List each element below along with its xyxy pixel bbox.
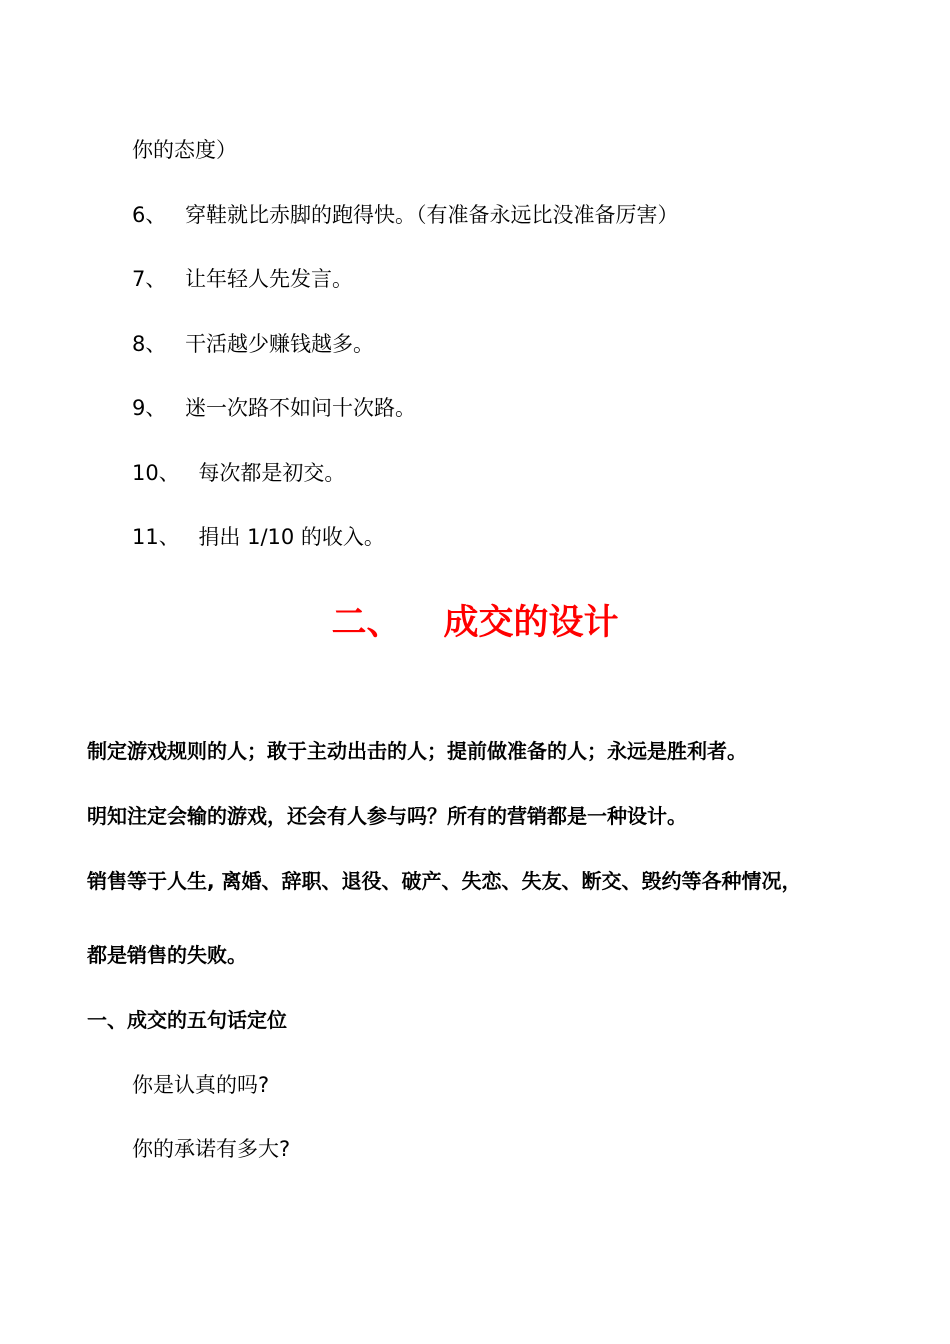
section-heading-title: 成交的设计 bbox=[443, 603, 619, 643]
list-item bbox=[132, 334, 374, 355]
list-item-text: 让年轻人先发言。 bbox=[185, 267, 354, 291]
list-item-text: 捐出 1/10 的收入。 bbox=[198, 525, 385, 549]
question-line: 你是认真的吗? bbox=[132, 1073, 270, 1097]
paragraph: 销售等于人生, 离婚、辞职、退役、破产、失恋、失友、断交、毁约等各种情况， bbox=[87, 869, 802, 893]
list-item-number: 8、 bbox=[132, 332, 167, 356]
list-item bbox=[132, 205, 679, 226]
section-heading-number: 二、 bbox=[331, 603, 402, 643]
list-item bbox=[132, 463, 345, 484]
list-item-text: 每次都是初交。 bbox=[198, 461, 346, 485]
subsection-heading: 一、成交的五句话定位 bbox=[87, 1008, 287, 1032]
paragraph: 都是销售的失败。 bbox=[87, 943, 247, 967]
list-item-number: 7、 bbox=[132, 267, 167, 291]
list-item-text: 穿鞋就比赤脚的跑得快。（有准备永远比没准备厉害） bbox=[185, 203, 679, 227]
question-line: 你的承诺有多大? bbox=[132, 1137, 291, 1161]
list-item-text: 迷一次路不如问十次路。 bbox=[185, 396, 417, 420]
section-heading bbox=[0, 603, 950, 643]
list-item bbox=[132, 398, 416, 419]
list-item-number: 11、 bbox=[132, 525, 180, 549]
list-item bbox=[132, 269, 353, 290]
paragraph: 制定游戏规则的人；敢于主动出击的人；提前做准备的人；永远是胜利者。 bbox=[87, 739, 747, 763]
paragraph: 明知注定会输的游戏，还会有人参与吗？所有的营销都是一种设计。 bbox=[87, 804, 687, 828]
list-item bbox=[132, 527, 385, 548]
list-item-text: 干活越少赚钱越多。 bbox=[185, 332, 375, 356]
list-item-number: 9、 bbox=[132, 396, 167, 420]
list-item-number: 10、 bbox=[132, 461, 180, 485]
list-item-number: 6、 bbox=[132, 203, 167, 227]
continuation-text: 你的态度） bbox=[132, 138, 237, 162]
